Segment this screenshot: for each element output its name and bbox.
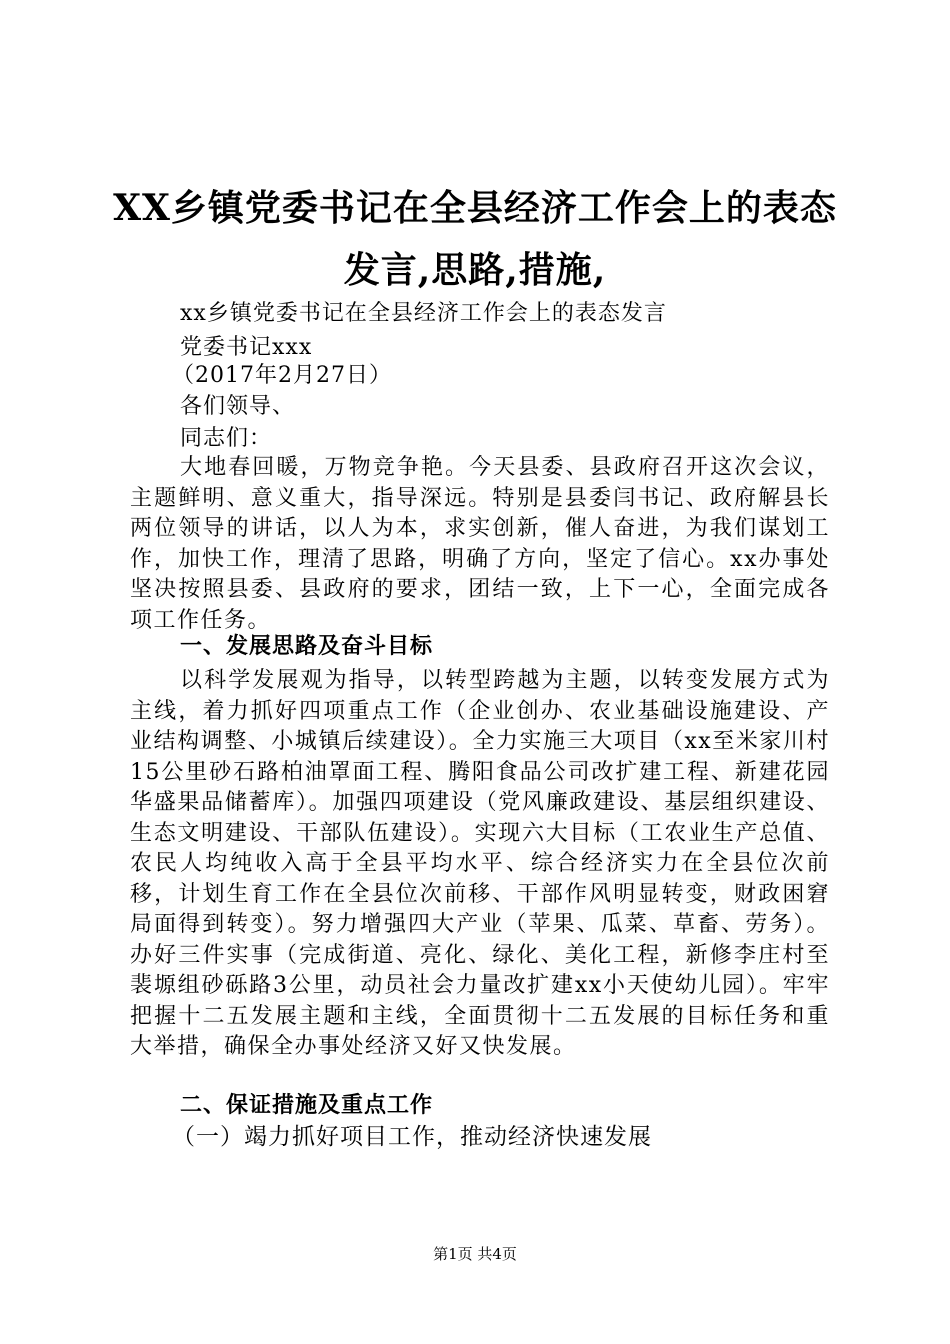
greeting-line-1: 各们领导、 [180,394,296,419]
document-title-line-1: XX乡镇党委书记在全县经济工作会上的表态 [113,187,837,229]
section-heading-1: 一、发展思路及奋斗目标 [180,634,434,659]
document-title-line-2: 发言,思路,措施, [343,249,607,291]
paragraph-development: 以科学发展观为指导，以转型跨越为主题，以转变发展方式为主线，着力抓好四项重点工作（企业创办、农业基础设施建设、产业结构调整、小城镇后续建设）。全力实施三大项目（xx至米家川村15公里砂石路柏油罩面工程、腾阳食品公司改扩建工程、新建花园华盛果品储蓄库）。加强四项建设（党风廉政建设、基层组织建设、生态文明建设、干部队伍建设）。实现六大目标（工农业生产总值、农民人均纯收入高于全县平均水平、综合经济实力在全县位次前移，计划生育工作在全县位次前移、干部作风明显转变，财政困窘局面得到转变）。努力增强四大产业（苹果、瓜菜、草畜、劳务）。办好三件实事（完成街道、亮化、绿化、美化工程，新修李庄村至裴塬组砂砾路3公里，动员社会力量改扩建xx小天使幼儿园）。牢牢把握十二五发展主题和主线，全面贯彻十二五发展的目标任务和重大举措，确保全办事处经济又好又快发展。 [130,668,830,1059]
document-date: （2017年2月27日） [172,363,392,388]
paragraph-opening: 大地春回暖，万物竞争艳。今天县委、县政府召开这次会议，主题鲜明、意义重大，指导深远。特别是县委闫书记、政府解县长两位领导的讲话，以人为本，求实创新，催人奋进，为我们谋划工作，加快工作，理清了思路，明确了方向，坚定了信心。xx办事处坚决按照县委、县政府的要求，团结一致，上下一心，全面完成各项工作任务。 [130,455,830,633]
document-subtitle: xx乡镇党委书记在全县经济工作会上的表态发言 [180,301,667,326]
section-heading-2: 二、保证措施及重点工作 [180,1093,434,1118]
document-author: 党委书记xxx [180,335,313,360]
page-footer: 第1页 共4页 [433,1245,517,1263]
greeting-line-2: 同志们： [180,426,273,451]
subsection-heading-1: （一）竭力抓好项目工作，推动经济快速发展 [172,1124,652,1150]
